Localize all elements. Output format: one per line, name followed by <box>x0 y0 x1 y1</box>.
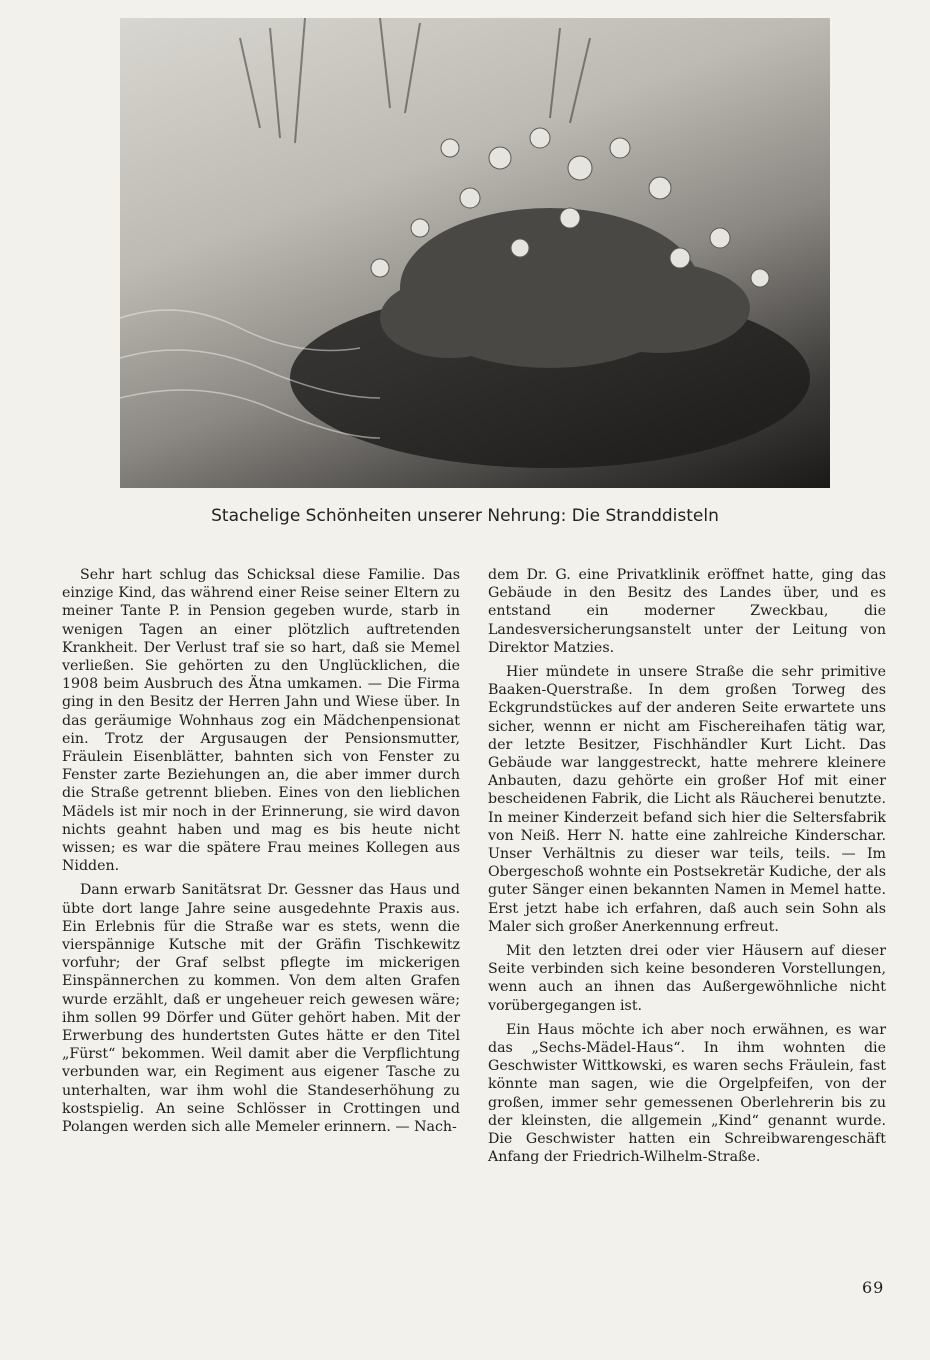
page-number: 69 <box>862 1278 885 1297</box>
photo-caption: Stachelige Schönheiten unserer Nehrung: Die Stranddisteln <box>211 506 719 526</box>
paragraph: Dann erwarb Sanitätsrat Dr. Gessner das Haus und übte dort lange Jahre seine ausgedehnte Praxis aus. Ein Erlebnis für die Straße war es stets, wenn die vierspännige Kutsche mit der Gräfin Tischkewitz vorfuhr; der Graf selbst pflegte im mickerigen Einspännerchen zu kommen. Von dem alten Grafen wurde erzählt, daß er ungeheuer reich gewesen wäre; ihm sollen 99 Dörfer und Güter gehört haben. Mit der Erwerbung des hundertsten Gutes hätte er den Titel „Fürst“ bekommen. Weil damit aber die Verpflichtung verbunden war, ein Regiment aus eigener Tasche zu unterhalten, war ihm wohl die Standeserhöhung zu kostspielig. An seine Schlösser in Crottingen und Polangen werden sich alle Memeler erinnern. — Nach- <box>62 882 460 1136</box>
paragraph: Hier mündete in unsere Straße die sehr primitive Baaken-Querstraße. In dem großen Torweg des Eckgrundstückes auf der anderen Seite erwartete uns sicher, wennn er nicht am Fischereihafen tätig war, der letzte Besitzer, Fischhändler Kurt Licht. Das Gebäude war langgestreckt, hatte mehrere kleinere Anbauten, dazu gehörte ein großer Hof mit einer bescheidenen Fabrik, die Licht als Räucherei benutzte. In meiner Kinderzeit befand sich hier die Seltersfabrik von Neiß. Herr N. hatte eine zahlreiche Kinderschar. Unser Verhältnis zu dieser war teils, teils. — Im Obergeschoß wohnte ein Postsekretär Kudiche, der als guter Sänger einen bekannten Namen in Memel hatte. Erst jetzt habe ich erfahren, daß auch sein Sohn als Maler sich großer Anerkennung erfreut. <box>488 664 886 935</box>
paragraph: Mit den letzten drei oder vier Häusern auf dieser Seite verbinden sich keine besonderen Vorstellungen, wenn auch an ihnen das Außergewöhnliche nicht vorübergegangen ist. <box>488 943 886 1014</box>
paragraph: Sehr hart schlug das Schicksal diese Familie. Das einzige Kind, das während einer Reise seiner Eltern zu meiner Tante P. in Pension gegeben wurde, starb in wenigen Tagen an einer plötzlich auftretenden Krankheit. Der Verlust traf sie so hart, daß sie Memel verließen. Sie gehörten zu den Unglücklichen, die 1908 beim Ausbruch des Ätna umkamen. — Die Firma ging in den Besitz der Herren Jahn und Wiese über. In das geräumige Wohnhaus zog ein Mädchenpensionat ein. Trotz der Argusaugen der Pensionsmutter, Fräulein Eisenblätter, bahnten sich von Fenster zu Fenster zarte Beziehungen an, die aber immer durch die Straße getrennt blieben. Eines von den lieblichen Mädels ist mir noch in der Erinnerung, sie wird davon nichts geahnt haben und mag es bis heute nicht wissen; es war die spätere Frau meines Kollegen aus Nidden. <box>62 567 460 875</box>
paragraph: dem Dr. G. eine Privatklinik eröffnet hatte, ging das Gebäude in den Besitz des Landes über, und es entstand ein moderner Zweckbau, die Landesversicherungsanstelt unter der Leitung von Direktor Matzies. <box>488 567 886 656</box>
right-column <box>488 566 886 1173</box>
photo-drawing <box>120 18 830 488</box>
left-column <box>62 566 460 1142</box>
paragraph: Ein Haus möchte ich aber noch erwähnen, es war das „Sechs-Mädel-Haus“. In ihm wohnten die Geschwister Wittkowski, es waren sechs Fräulein, fast könnte man sagen, wie die Orgelpfeifen, von der großen, immer sehr gemessenen Oberlehrerin bis zu der kleinsten, die allgemein „Kind“ genannt wurde. Die Geschwister hatten ein Schreibwarengeschäft Anfang der Friedrich-Wilhelm-Straße. <box>488 1021 886 1166</box>
sea-holly-photo <box>120 18 830 488</box>
